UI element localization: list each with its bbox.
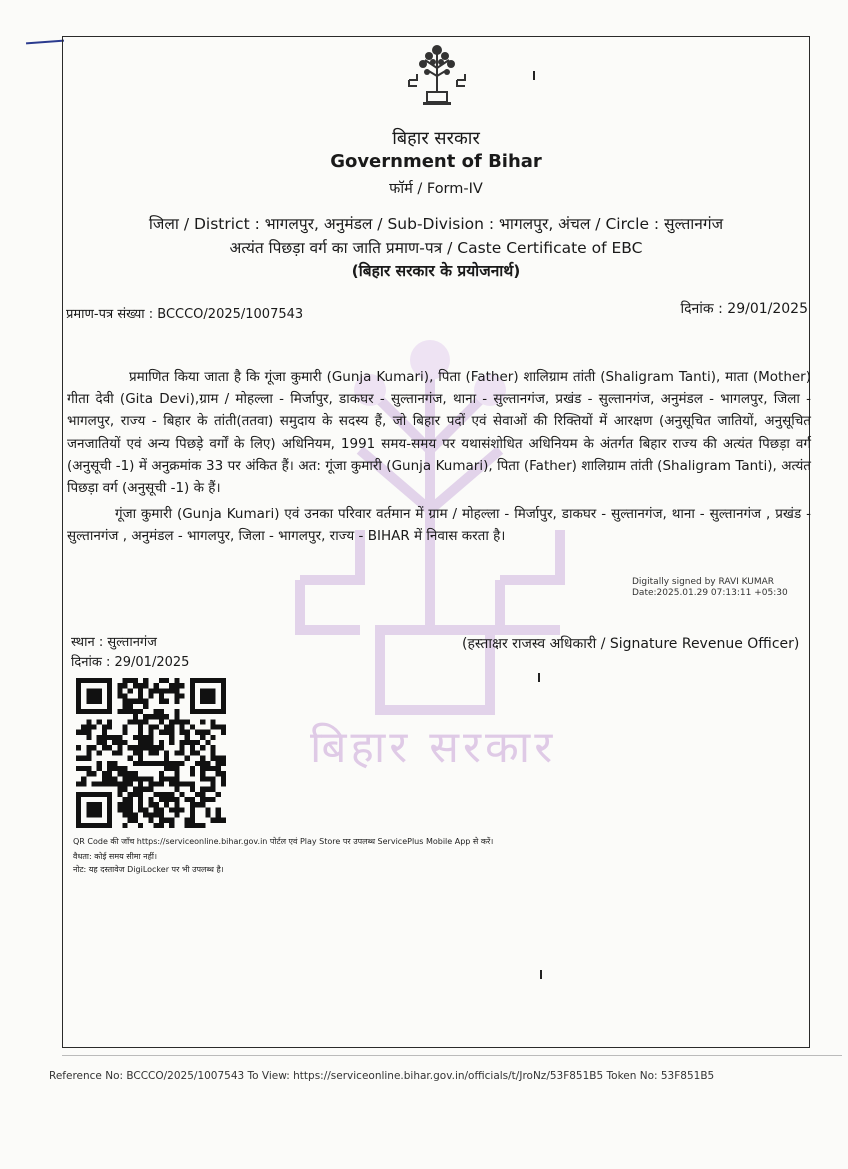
qr-code[interactable] [76,677,226,829]
form-number: फॉर्म / Form-IV [389,181,483,197]
bodhi-tree-emblem-icon [405,40,469,110]
gov-title-english: Government of Bihar [330,151,542,172]
reference-footer: Reference No: BCCCO/2025/1007543 To View: https://serviceonline.bihar.gov.in/officials/t/JroNz/53F851B5 Token No: 53F851B5 [49,1070,715,1082]
place-label: स्थान : सुल्तानगंज [71,635,157,650]
certificate-body-paragraph: प्रमाणित किया जाता है कि गूंजा कुमारी (Gunja Kumari), पिता (Father) शालिग्राम तांती (Shaligram Tanti), माता (Mother) गीता देवी (Gita Devi),ग्राम / मोहल्ला - मिर्जापुर, डाकघर - सुल्तानगंज, थाना - सुल्तानगंज, प्रखंड - सुल्तानगंज, अनुमंडल - भागलपुर, जिला - भागलपुर, राज्य - बिहार के तांती(ततवा) समुदाय के सदस्य हैं, जो बिहार पदों एवं सेवाओं की रिक्तियों में आरक्षण (अनुसूचित जातियों, अनुसूचित जनजातियों एवं अन्य पिछड़े वर्गों के लिए) अधिनियम, 1991 समय-समय पर यथासंशोधित अधिनियम के अंतर्गत बिहार राज्य की अत्यंत पिछड़ा वर्ग (अनुसूची -1) में अनुक्रमांक 33 पर अंकित हैं। अत: गूंजा कुमारी (Gunja Kumari), पिता (Father) शालिग्राम तांती (Shaligram Tanti), अत्यंत पिछड़ा वर्ग (अनुसूची -1) के हैं। [67,369,811,497]
digilocker-note: नोट: यह दस्तावेज DigiLocker पर भी उपलब्ध है। [73,865,224,874]
signature-officer: (हस्ताक्षर राजस्व अधिकारी / Signature Revenue Officer) [462,636,800,652]
place-date: दिनांक : 29/01/2025 [71,655,190,670]
residence-paragraph: गूंजा कुमारी (Gunja Kumari) एवं उनका परिवार वर्तमान में ग्राम / मोहल्ला - मिर्जापुर, डाकघर - सुल्तानगंज, थाना - सुल्तानगंज , प्रखंड - सुल्तानगंज , अनुमंडल - भागलपुर, जिला - भागलपुर, राज्य - BIHAR में निवास करता है। [67,506,811,545]
gov-title-hindi: बिहार सरकार [392,128,480,149]
validity-note: वैधता: कोई समय सीमा नहीं। [73,852,157,861]
certificate-type: अत्यंत पिछड़ा वर्ग का जाति प्रमाण-पत्र / Caste Certificate of EBC [229,239,643,257]
certificate-purpose: (बिहार सरकार के प्रयोजनार्थ) [351,262,521,280]
pen-mark [26,40,64,45]
qr-verify-note: QR Code की जाँच https://serviceonline.bihar.gov.in पोर्टल एवं Play Store पर उपलब्ध ServicePlus Mobile App से करें। [73,837,494,846]
watermark-text: बिहार सरकार [310,722,557,773]
footer-divider [62,1055,842,1056]
digital-signer: Digitally signed by RAVI KUMAR [632,577,775,587]
district-line: जिला / District : भागलपुर, अनुमंडल / Sub-Division : भागलपुर, अंचल / Circle : सुल्तानगंज [148,215,724,233]
certificate-number: प्रमाण-पत्र संख्या : BCCCO/2025/1007543 [66,307,304,322]
digital-sign-date: Date:2025.01.29 07:13:11 +05:30 [632,588,788,598]
digital-signature [632,577,788,599]
issue-date: दिनांक : 29/01/2025 [680,301,808,317]
